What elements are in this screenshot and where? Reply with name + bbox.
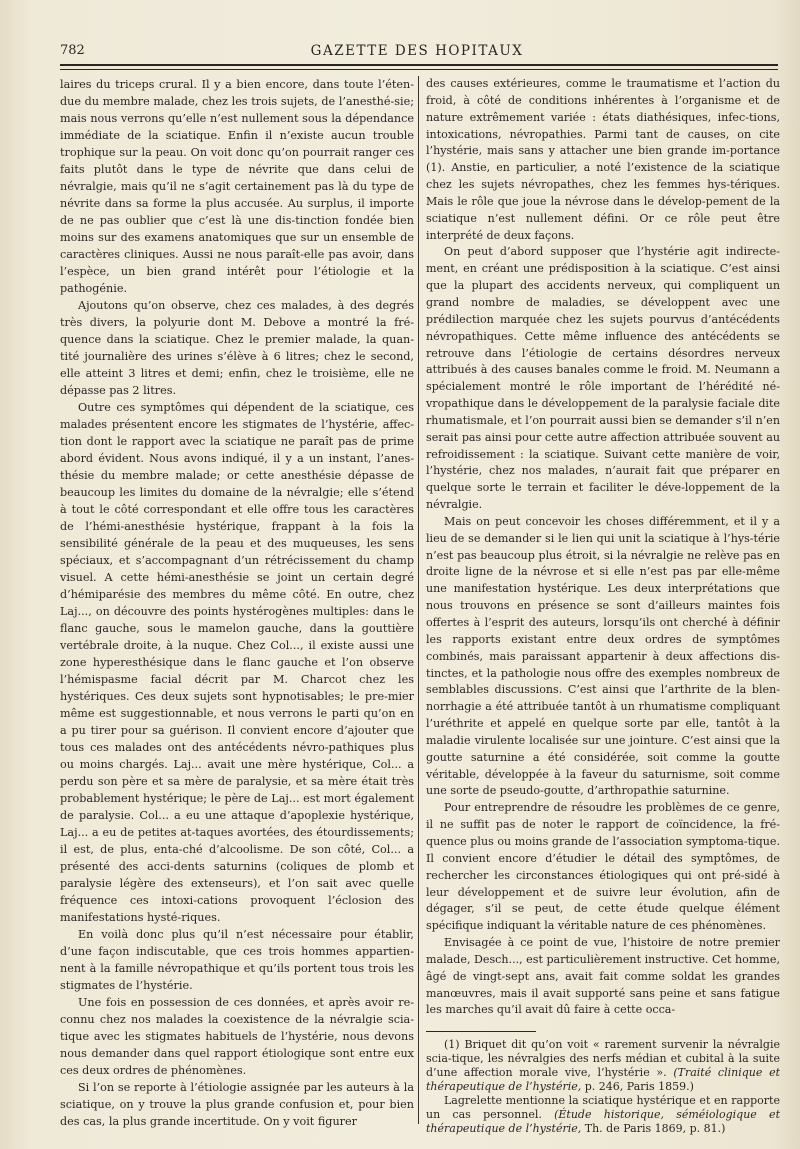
- footnote-citation: (Étude historique, séméiologique et thérapeutique de l’hystérie,: [426, 1108, 780, 1136]
- header-rule-thick: [60, 64, 778, 66]
- header-rule-thin: [60, 69, 778, 70]
- footnote-citation: (Traité clinique et thérapeutique de l’hystérie,: [426, 1066, 780, 1094]
- running-title: GAZETTE DES HOPITAUX: [310, 43, 524, 59]
- footnote: [426, 1094, 780, 1136]
- paragraph: Mais on peut concevoir les choses différemment, et il y a lieu de se demander si le lien qui unit la sciatique à l’hys-térie n’est pas beaucoup plus étroit, si la névralgie ne relève pas en droite ligne de la névrose et si elle n’est pas par elle-même une manifestation hystérique. Les deux interprétations que nous trouvons en présence se sont d’ailleurs maintes fois offertes à l’esprit des auteurs, lorsqu’ils ont cherché à définir les rapports existant entre deux ordres de symptômes combinés, mais paraissant appartenir à deux affections dis-tinctes, et la pathologie nous offre des exemples nombreux de semblables discussions. C’est ainsi que l’arthrite de la blen-norrhagie a été attribuée tantôt à un rhumatisme compliquant l’uréthrite et appelé en quelque sorte par elle, tantôt à la maladie virulente localisée sur une jointure. C’est ainsi que la goutte saturnine a été considérée, soit comme la goutte véritable, développée à la faveur du saturnisme, soit comme une sorte de pseudo-goutte, d’arthropathie saturnine.: [426, 514, 780, 798]
- footnote-rule: [426, 1031, 536, 1032]
- paragraph: laires du triceps crural. Il y a bien encore, dans toute l’éten-due du membre malade, chez les trois sujets, de l’anesthé-sie; mais nous verrons qu’elle n’est nullement sous la dépendance immédiate de la sciatique. Enfin il n’existe aucun trouble trophique sur la peau. On voit donc qu’on pourrait ranger ces faits plutôt dans le type de névrite que dans celui de névralgie, mais qu’il ne s’agit certainement pas là du type de névrite dans sa forme la plus accusée. Au surplus, il importe de ne pas oublier que c’est là une dis-tinction fondée bien moins sur des examens anatomiques que sur un ensemble de caractères cliniques. Aussi ne nous paraît-elle pas avoir, dans l’espèce, un bien grand intérêt pour l’étiologie et la pathogénie.: [60, 78, 414, 295]
- paragraph: des causes extérieures, comme le traumatisme et l’action du froid, à côté de conditions inhérentes à l’organisme et de nature extrêmement variée : états diathésiques, infec-tions, intoxications, névropathies. Parmi tant de causes, on cite l’hystérie, mais sans y attacher une bien grande im-portance (1). Anstie, en particulier, a noté l’existence de la sciatique chez les sujets névropathes, chez les femmes hys-tériques. Mais le rôle que joue la névrose dans le dévelop-pement de la sciatique n’est nullement défini. Or ce rôle peut être interprété de deux façons.: [426, 77, 780, 242]
- paragraph: Ajoutons qu’on observe, chez ces malades, à des degrés très divers, la polyurie dont M. Debove a montré la fré-quence dans la sciatique. Chez le premier malade, la quan-tité journalière des urines s’élève à 6 litres; chez le second, elle atteint 3 litres et demi; enfin, chez le troisième, elle ne dépasse pas 2 litres.: [60, 299, 414, 397]
- paragraph: Pour entreprendre de résoudre les problèmes de ce genre, il ne suffit pas de noter le rapport de coïncidence, la fré-quence plus ou moins grande de l’association symptoma-tique. Il convient encore d’étudier le détail des symptômes, de rechercher les circonstances étiologiques qui ont pré-sidé à leur développement et de suivre leur évolution, afin de dégager, s’il se peut, de cette étude quelque élément spécifique indiquant la véritable nature de ces phénomènes.: [426, 801, 780, 933]
- footnote-text: (1) Briquet dit qu’on voit « rarement survenir la névralgie scia-tique, les névralgies des nerfs médian et cubital à la suite d’une affection morale vive, l’hystérie ».: [426, 1038, 780, 1080]
- paragraph: Envisagée à ce point de vue, l’histoire de notre premier malade, Desch..., est particulièrement instructive. Cet homme, âgé de vingt-sept ans, avait fait comme soldat les grandes manœuvres, mais il avait supporté sans peine et sans fatigue les marches qu’il avait dû faire à cette occa-: [426, 936, 780, 1017]
- page-number: 782: [60, 43, 85, 58]
- footnote-text: Lagrelette mentionne la sciatique hystérique et en rapporte un cas personnel.: [426, 1094, 780, 1122]
- left-column: [60, 76, 414, 1136]
- paragraph: Outre ces symptômes qui dépendent de la sciatique, ces malades présentent encore les stigmates de l’hystérie, affec-tion dont le rapport avec la sciatique ne paraît pas de prime abord évident. Nous avons indiqué, il y a un instant, l’anes-thésie du membre malade; or cette anesthésie dépasse de beaucoup les limites du domaine de la névralgie; elle s’étend à tout le côté correspondant et elle offre tous les caractères de l’hémi-anesthésie hystérique, frappant à la fois la sensibilité générale de la peau et des muqueuses, les sens spéciaux, et s’accompagnant d’un rétrécissement du champ visuel. A cette hémi-anesthésie se joint un certain degré d’hémiparésie des membres du même côté. En outre, chez Laj..., on découvre des points hystérogènes multiples: dans le flanc gauche, sous le mamelon gauche, dans la gouttière vertébrale droite, à la nuque. Chez Col..., il existe aussi une zone hyperesthésique dans le flanc gauche et l’on observe l’hémispasme facial décrit par M. Charcot chez les hystériques. Ces deux sujets sont hypnotisables; le pre-mier même est suggestionnable, et nous verrons le parti qu’on en a pu tirer pour sa guérison. Il convient encore d’ajouter que tous ces malades ont des antécédents névro-pathiques plus ou moins chargés. Laj... avait une mère hystérique, Col... a perdu son père et sa mère de paralysie, et sa mère était très probablement hystérique; le père de Laj... est mort également de paralysie. Col... a eu une attaque d’apoplexie hystérique, Laj... a eu de petites at-taques avortées, des étourdissements; il est, de plus, enta-ché d’alcoolisme. De son côté, Col... a présenté des acci-dents saturnins (coliques de plomb et paralysie légère des extenseurs), et l’on sait avec quelle fréquence ces intoxi-cations provoquent l’éclosion des manifestations hysté-riques.: [60, 401, 414, 924]
- right-column: [426, 76, 780, 1136]
- paragraph: Si l’on se reporte à l’étiologie assignée par les auteurs à la sciatique, on y trouve la plus grande confusion et, pour bien des cas, la plus grande incertitude. On y voit figurer: [60, 1081, 414, 1128]
- paragraph: On peut d’abord supposer que l’hystérie agit indirecte-ment, en créant une prédisposition à la sciatique. C’est ainsi que la plupart des accidents nerveux, qui compliquent un grand nombre de maladies, se développent avec une prédilection marquée chez les sujets pourvus d’antécédents névropathiques. Cette même influence des antécédents se retrouve dans l’étiologie de certains désordres nerveux attribués à des causes banales comme le froid. M. Neumann a spécialement montré le rôle important de l’hérédité né-vropathique dans le développement de la paralysie faciale dite rhumatismale, et l’on pourrait aussi bien se demander s’il n’en serait pas ainsi pour cette autre affection attribuée souvent au refroidissement : la sciatique. Suivant cette manière de voir, l’hystérie, chez nos malades, n’aurait fait que préparer en quelque sorte le terrain et faciliter le déve-loppement de la névralgie.: [426, 245, 780, 512]
- footnote-tail: Th. de Paris 1869, p. 81.): [581, 1122, 726, 1136]
- paragraph: Une fois en possession de ces données, et après avoir re-connu chez nos malades la coexistence de la névralgie scia-tique avec les stigmates habituels de l’hystérie, nous devons nous demander dans quel rapport étiologique sont entre eux ces deux ordres de phénomènes.: [60, 996, 414, 1077]
- column-divider: [418, 76, 419, 1124]
- paragraph: En voilà donc plus qu’il n’est nécessaire pour établir, d’une façon indiscutable, que ces trois hommes appartien-nent à la famille névropathique et qu’ils portent tous trois les stigmates de l’hystérie.: [60, 928, 414, 992]
- footnote-tail: p. 246, Paris 1859.): [581, 1080, 694, 1094]
- footnote: [426, 1038, 780, 1094]
- page-header: [56, 40, 778, 64]
